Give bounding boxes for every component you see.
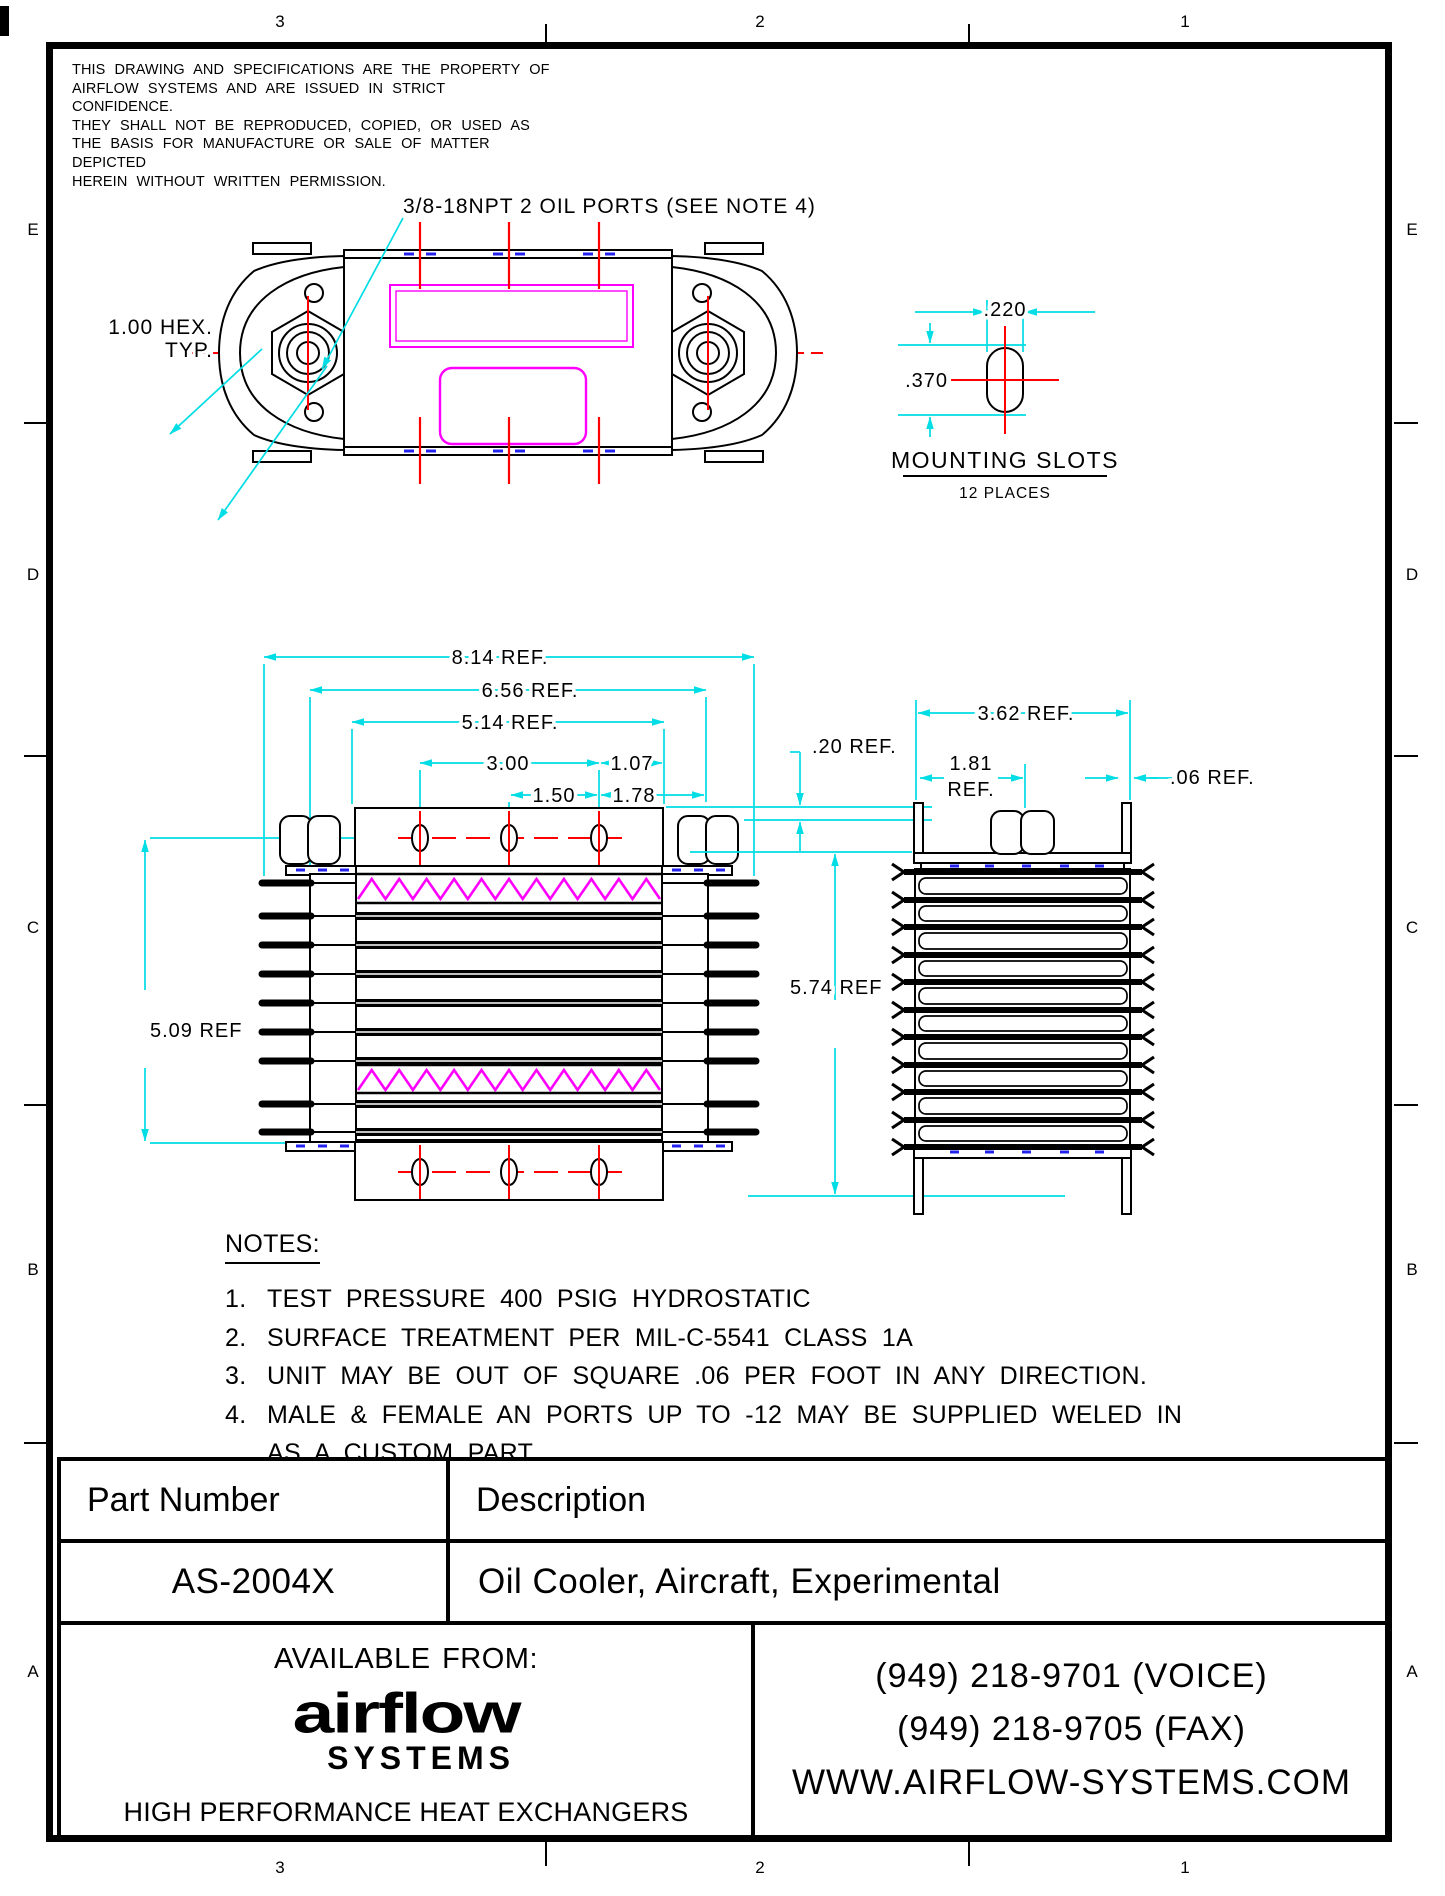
- note-number: 1.: [225, 1285, 247, 1313]
- airflow-logo: [292, 1678, 520, 1776]
- logo-systems-text: SYSTEMS: [327, 1740, 516, 1776]
- note-item-4-continuation: AS A CUSTOM PART: [267, 1439, 534, 1467]
- note-number: 3.: [225, 1362, 247, 1390]
- proprietary-line: THE BASIS FOR MANUFACTURE OR SALE OF MATTER DEPICTED: [72, 136, 490, 171]
- title-block: [57, 1457, 1392, 1625]
- part-number-value: AS-2004X: [171, 1562, 336, 1601]
- note-item-4: [225, 1396, 1182, 1435]
- zone-row-b-left: B: [27, 1260, 39, 1279]
- hex-label-typ: TYP.: [165, 339, 213, 362]
- phone-voice: (949) 218-9701 (VOICE): [875, 1656, 1268, 1695]
- contact-cell: [755, 1621, 1388, 1838]
- zone-row-e-left: E: [27, 220, 39, 239]
- zone-col-1-top: 1: [1180, 12, 1190, 31]
- dim-20-ref: .20 REF.: [812, 736, 897, 758]
- note-item-3: [225, 1357, 1182, 1396]
- footer-block: [57, 1621, 1392, 1842]
- zone-row-e-right: E: [1406, 220, 1418, 239]
- note-number: 2.: [225, 1323, 247, 1352]
- zone-col-1-bottom: 1: [1180, 1858, 1190, 1877]
- part-number-label: Part Number: [87, 1480, 280, 1519]
- dim-1-81: 1.81: [949, 753, 993, 775]
- dim-1-81-ref: REF.: [947, 779, 995, 801]
- zone-row-d-right: D: [1405, 565, 1419, 584]
- dim-3-00: 3.00: [486, 753, 530, 775]
- vendor-tagline: HIGH PERFORMANCE HEAT EXCHANGERS: [123, 1797, 689, 1827]
- proprietary-line: THEY SHALL NOT BE REPRODUCED, COPIED, OR USED AS: [72, 117, 530, 134]
- dim-3-62: 3.62 REF.: [977, 703, 1075, 725]
- zone-row-d-left: D: [26, 565, 40, 584]
- slot-detail-places: 12 PLACES: [959, 485, 1051, 502]
- note-item-2: [225, 1319, 1182, 1358]
- available-from-label: AVAILABLE FROM:: [273, 1643, 539, 1675]
- zone-col-3-bottom: 3: [275, 1858, 285, 1877]
- hex-label: 1.00 HEX.: [108, 316, 213, 339]
- note-text: TEST PRESSURE 400 PSIG HYDROSTATIC: [267, 1285, 811, 1313]
- zone-row-c-right: C: [1405, 918, 1419, 937]
- part-number-header-cell: [61, 1461, 450, 1539]
- dim-1-50: 1.50: [532, 785, 576, 807]
- zone-row-a-left: A: [27, 1662, 39, 1681]
- note-text: SURFACE TREATMENT PER MIL-C-5541 CLASS 1A: [267, 1323, 914, 1352]
- description-header-cell: [450, 1461, 1388, 1539]
- note-number: 4.: [225, 1400, 247, 1429]
- slot-width-dim: .220: [983, 299, 1027, 321]
- note-item-1: [225, 1280, 1182, 1319]
- slot-detail-title: MOUNTING SLOTS: [890, 447, 1120, 473]
- dim-8-14: 8.14 REF.: [451, 647, 549, 669]
- title-block-value-row: [61, 1543, 1388, 1621]
- zone-col-2-bottom: 2: [755, 1858, 765, 1877]
- description-cell: [450, 1543, 1388, 1621]
- zone-row-b-right: B: [1406, 1260, 1418, 1279]
- dim-5-14: 5.14 REF.: [461, 712, 559, 734]
- dim-1-78: 1.78: [612, 785, 656, 807]
- zone-col-2-top: 2: [755, 12, 765, 31]
- phone-fax: (949) 218-9705 (FAX): [897, 1709, 1246, 1748]
- zone-row-a-right: A: [1406, 1662, 1418, 1681]
- notes-section: [225, 1230, 1182, 1473]
- zone-col-3-top: 3: [275, 12, 285, 31]
- dim-5-74: 5.74 REF: [790, 977, 883, 999]
- oil-ports-label: 3/8-18NPT 2 OIL PORTS (SEE NOTE 4): [403, 195, 816, 218]
- zone-row-c-left: C: [26, 918, 40, 937]
- side-view: [690, 700, 1255, 1214]
- note-text: UNIT MAY BE OUT OF SQUARE .06 PER FOOT IN ANY DIRECTION.: [267, 1362, 1148, 1390]
- dim-06-ref: .06 REF.: [1170, 767, 1255, 789]
- title-block-header-row: [61, 1461, 1388, 1543]
- proprietary-line: HEREIN WITHOUT WRITTEN PERMISSION.: [72, 173, 386, 190]
- dim-6-56: 6.56 REF.: [481, 680, 579, 702]
- dim-1-07: 1.07: [610, 753, 654, 775]
- mounting-slot-detail: [891, 299, 1119, 502]
- proprietary-line: AIRFLOW SYSTEMS AND ARE ISSUED IN STRICT CONFIDENCE.: [72, 80, 445, 116]
- part-number-cell: [61, 1543, 450, 1621]
- proprietary-line: THIS DRAWING AND SPECIFICATIONS ARE THE PROPERTY OF: [72, 62, 550, 78]
- vendor-cell: [61, 1621, 755, 1838]
- front-view: [145, 647, 932, 1200]
- dim-5-09: 5.09 REF: [150, 1020, 243, 1042]
- note-text: MALE & FEMALE AN PORTS UP TO -12 MAY BE SUPPLIED WELED IN: [267, 1400, 1183, 1429]
- top-view: [108, 195, 824, 520]
- description-label: Description: [476, 1480, 647, 1519]
- description-value: Oil Cooler, Aircraft, Experimental: [478, 1562, 1001, 1601]
- logo-wordmark: airflow: [292, 1682, 520, 1746]
- website-url: WWW.AIRFLOW-SYSTEMS.COM: [791, 1762, 1351, 1802]
- slot-height-dim: .370: [905, 370, 948, 392]
- notes-heading: NOTES:: [225, 1230, 320, 1264]
